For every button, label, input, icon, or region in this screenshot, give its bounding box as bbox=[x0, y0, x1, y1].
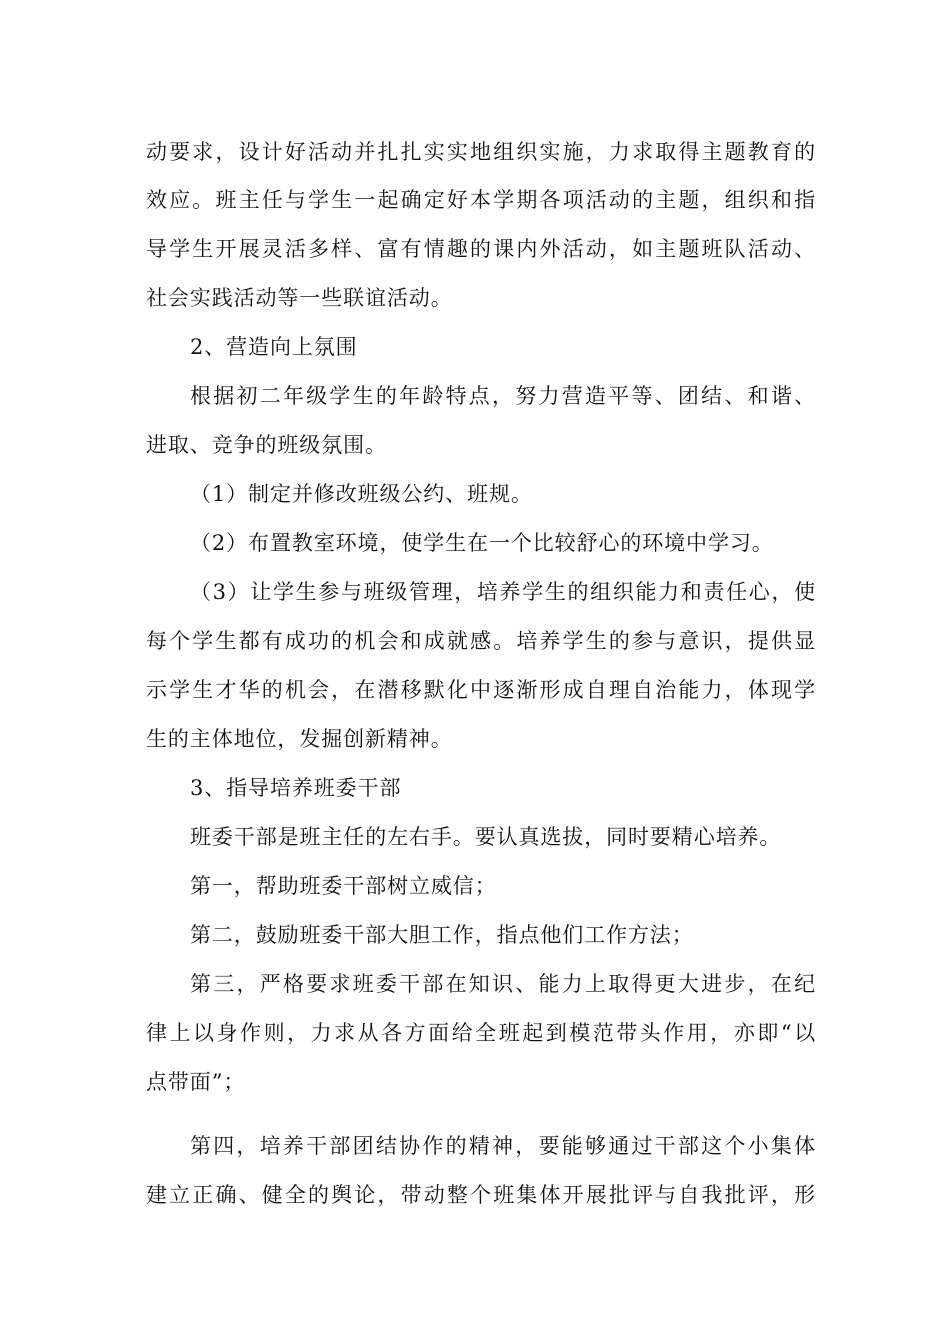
text-line: 班委干部是班主任的左右手。要认真选拔，同时要精心培养。 bbox=[190, 825, 782, 849]
text-line: 导学生开展灵活多样、富有情趣的课内外活动，如主题班队活动、 bbox=[146, 237, 816, 261]
text-line: 根据初二年级学生的年龄特点，努力营造平等、团结、和谐、 bbox=[190, 384, 816, 408]
text-line: 进取、竞争的班级氛围。 bbox=[146, 433, 387, 457]
section-heading: 2、营造向上氛围 bbox=[190, 335, 358, 359]
text-line: 点带面”； bbox=[146, 1070, 246, 1094]
list-item: 第三，严格要求班委干部在知识、能力上取得更大进步，在纪 bbox=[190, 972, 816, 996]
text-line: 生的主体地位，发掘创新精神。 bbox=[146, 727, 453, 751]
list-item: 第二，鼓励班委干部大胆工作，指点他们工作方法； bbox=[190, 923, 694, 947]
list-item: （2）布置教室环境，使学生在一个比较舒心的环境中学习。 bbox=[190, 531, 774, 555]
text-line: 社会实践活动等一些联谊活动。 bbox=[146, 286, 453, 310]
list-item: 第四，培养干部团结协作的精神，要能够通过干部这个小集体 bbox=[190, 1134, 816, 1158]
text-line: 每个学生都有成功的机会和成就感。培养学生的参与意识，提供显 bbox=[146, 629, 816, 653]
list-item: （1）制定并修改班级公约、班规。 bbox=[190, 482, 533, 506]
section-heading: 3、指导培养班委干部 bbox=[190, 776, 402, 800]
text-line: 动要求，设计好活动并扎扎实实地组织实施，力求取得主题教育的 bbox=[146, 140, 816, 164]
text-line: 示学生才华的机会，在潜移默化中逐渐形成自理自治能力，体现学 bbox=[146, 678, 816, 702]
text-line: 建立正确、健全的舆论，带动整个班集体开展批评与自我批评，形 bbox=[146, 1183, 816, 1207]
list-item: 第一，帮助班委干部树立威信； bbox=[190, 874, 497, 898]
text-line: 律上以身作则，力求从各方面给全班起到模范带头作用，亦即“以 bbox=[146, 1021, 816, 1045]
text-line: 效应。班主任与学生一起确定好本学期各项活动的主题，组织和指 bbox=[146, 188, 816, 212]
list-item: （3）让学生参与班级管理，培养学生的组织能力和责任心，使 bbox=[190, 580, 816, 604]
